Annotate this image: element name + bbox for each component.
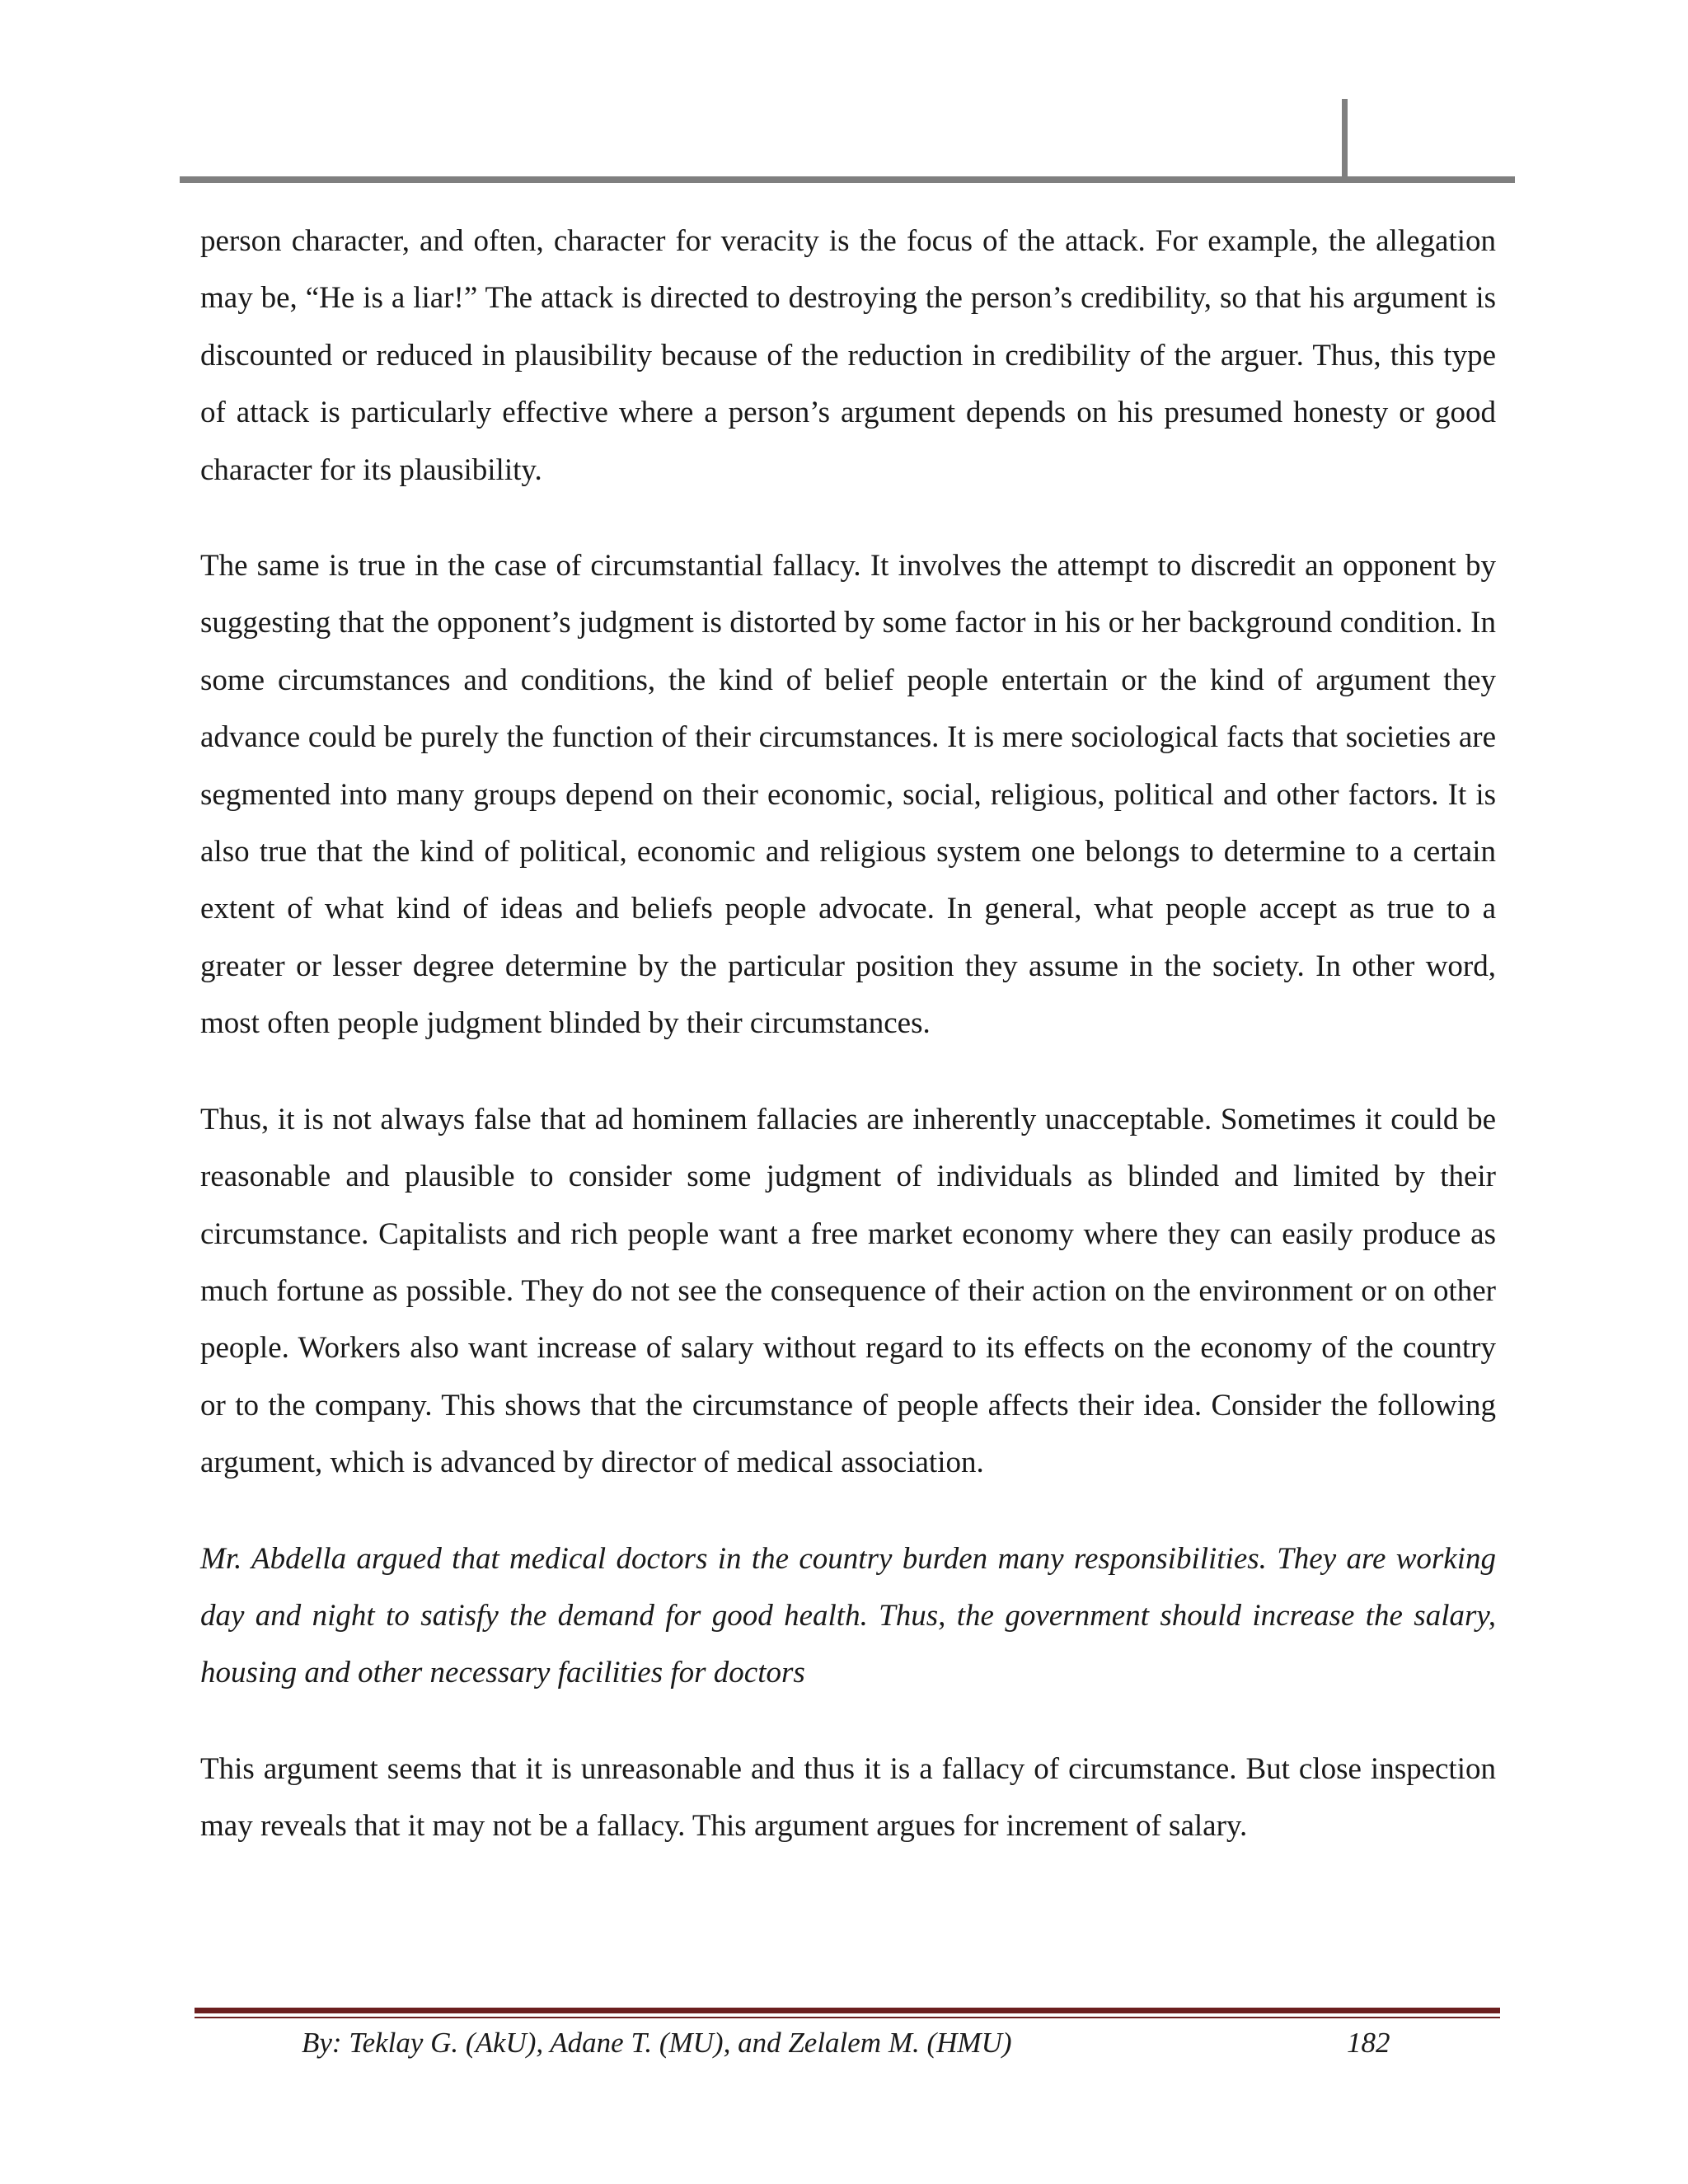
- header-page-number-divider: [1342, 99, 1348, 180]
- paragraph-argument-analysis: This argument seems that it is unreasonable and thus it is a fallacy of circumstance. But close inspection may reveals that it may not be a fallacy. This argument argues for increment of salary.: [200, 1751, 1496, 1844]
- paragraph-circumstantial-fallacy: The same is true in the case of circumstantial fallacy. It involves the attempt to discredit an opponent by suggesting that the opponent’s judgment is distorted by some factor in his or her background condition. In some circumstances and conditions, the kind of belief people entertain or the kind of argument they advance could be purely the function of their circumstances. It is mere sociological facts that societies are segmented into many groups depend on their economic, social, religious, political and other factors. It is also true that the kind of political, economic and religious system one belongs to determine to a certain extent of what kind of ideas and beliefs people advocate. In general, what people accept as true to a greater or lesser degree determine by the particular position they assume in the society. In other word, most often people judgment blinded by their circumstances.: [200, 549, 1496, 1041]
- footer-authors: By: Teklay G. (AkU), Adane T. (MU), and Zelalem M. (HMU): [302, 2027, 1012, 2059]
- paragraph-ad-hominem-acceptability: Thus, it is not always false that ad hominem fallacies are inherently unacceptable. Sometimes it could be reasonable and plausible to consider some judgment of individuals as blinded and limited by their circumstance. Capitalists and rich people want a free market economy where they can easily produce as much fortune as possible. They do not see the consequence of their action on the environment or on other people. Workers also want increase of salary without regard to its effects on the economy of the country or to the company. This shows that the circumstance of people affects their idea. Consider the following argument, which is advanced by director of medical association.: [200, 1102, 1496, 1480]
- example-argument-quote: Mr. Abdella argued that medical doctors in the country burden many responsibilities. They are working day and night to satisfy the demand for good health. Thus, the government should increase the salary, housing and other necessary facilities for doctors: [200, 1541, 1496, 1690]
- footer-rule-thin: [195, 2017, 1500, 2018]
- paragraph-ad-hominem-abusive: person character, and often, character for veracity is the focus of the attack. For example, the allegation may be, “He is a liar!” The attack is directed to destroying the person’s credibility, so that his argument is discounted or reduced in plausibility because of the reduction in credibility of the arguer. Thus, this type of attack is particularly effective where a person’s argument depends on his presumed honesty or good character for its plausibility.: [200, 224, 1496, 487]
- footer-rule-thick: [195, 2008, 1500, 2013]
- page-number: 182: [1347, 2027, 1390, 2059]
- header-rule: [180, 176, 1515, 183]
- page-body: [200, 213, 1496, 1894]
